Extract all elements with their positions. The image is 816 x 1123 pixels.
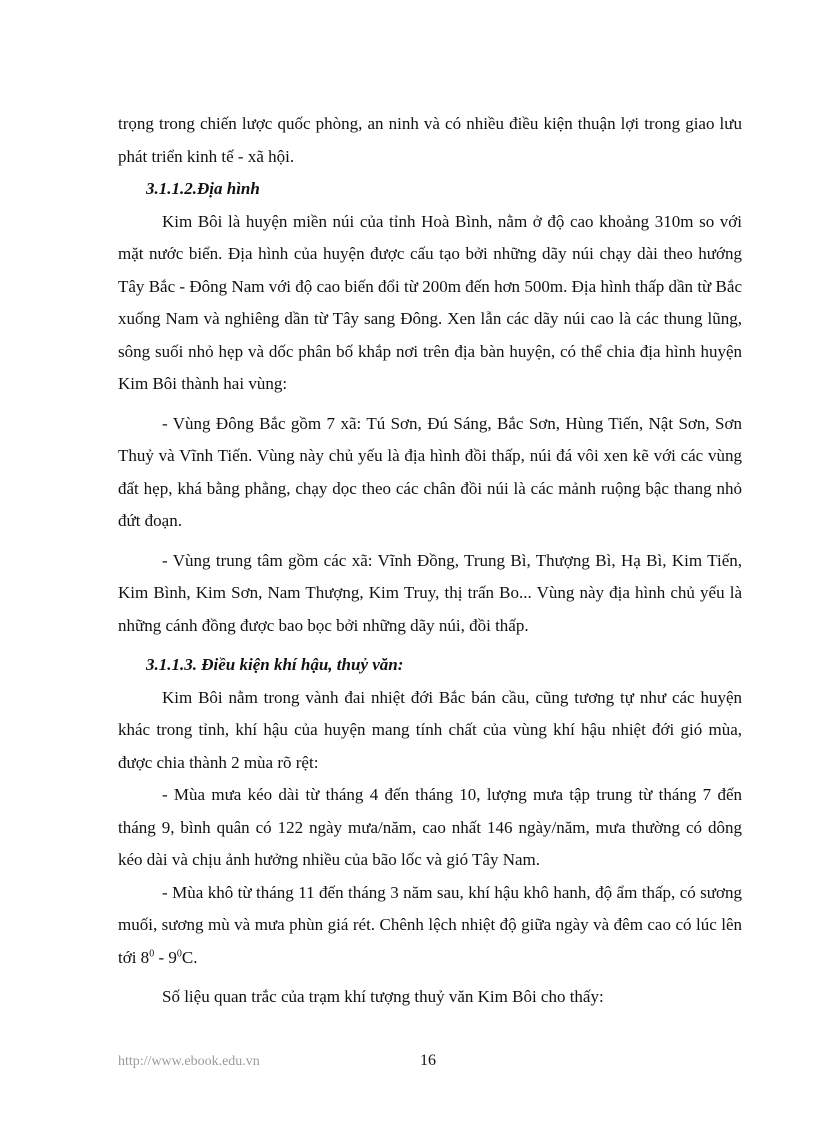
paragraph-continuation: trọng trong chiến lược quốc phòng, an ninh và có nhiều điều kiện thuận lợi trong giao lưu phát triển kinh tế - xã hội. — [118, 114, 742, 166]
section-heading-terrain: 3.1.1.2.Địa hình — [146, 179, 260, 198]
dry-season-text-end: C. — [181, 947, 198, 967]
paragraph-rainy-season: - Mùa mưa kéo dài từ tháng 4 đến tháng 10, lượng mưa tập trung từ tháng 7 đến tháng 9, bình quân có 122 ngày mưa/năm, cao nhất 146 ngày/năm, mưa thường có dông kéo dài và chịu ảnh hưởng nhiều của bão lốc và gió Tây Nam. — [118, 785, 742, 869]
page-number: 16 — [420, 1052, 436, 1069]
degree-superscript: 0 — [149, 947, 155, 959]
paragraph-central-region: - Vùng trung tâm gồm các xã: Vĩnh Đồng, Trung Bì, Thượng Bì, Hạ Bì, Kim Tiến, Kim Bình, Kim Sơn, Nam Thượng, Kim Truy, thị trấn Bo... Vùng này địa hình chủ yếu là những cánh đồng được bao bọc bởi những dãy núi, đồi thấp. — [118, 550, 742, 635]
dry-season-text-mid: - 9 — [154, 947, 177, 967]
dry-season-text: - Mùa khô từ tháng 11 đến tháng 3 năm sau, khí hậu khô hanh, độ ẩm thấp, có sương muối, sương mù và mưa phùn giá rét. Chênh lệch nhiệt độ giữa ngày và đêm cao có lúc lên tới 8 — [118, 882, 742, 967]
footer-url: http://www.ebook.edu.vn — [118, 1054, 260, 1069]
degree-superscript: 0 — [176, 947, 182, 959]
document-body — [118, 108, 742, 1014]
paragraph-climate-overview: Kim Bôi nằm trong vành đai nhiệt đới Bắc bán cầu, cũng tương tự như các huyện khác trong tỉnh, khí hậu của huyện mang tính chất của vùng khí hậu nhiệt đới gió mùa, được chia thành 2 mùa rõ rệt: — [118, 687, 742, 772]
paragraph-station-data-intro: Số liệu quan trắc của trạm khí tượng thuỷ văn Kim Bôi cho thấy: — [162, 987, 604, 1006]
paragraph-northeast-region: - Vùng Đông Bắc gồm 7 xã: Tú Sơn, Đú Sáng, Bắc Sơn, Hùng Tiến, Nật Sơn, Sơn Thuỷ và Vĩnh Tiến. Vùng này chủ yếu là địa hình đồi thấp, núi đá vôi xen kẽ với các vùng đất hẹp, khá bằng phẳng, chạy dọc theo các chân đồi núi là các mảnh ruộng bậc thang nhỏ đứt đoạn. — [118, 413, 742, 530]
paragraph-dry-season — [118, 877, 742, 975]
section-heading-climate: 3.1.1.3. Điều kiện khí hậu, thuỷ văn: — [146, 655, 404, 674]
paragraph-terrain-overview: Kim Bôi là huyện miền núi của tỉnh Hoà Bình, nằm ở độ cao khoảng 310m so với mặt nước biển. Địa hình của huyện được cấu tạo bởi những dãy núi chạy dài theo hướng Tây Bắc - Đông Nam với độ cao biến đổi từ 200m đến hơn 500m. Địa hình thấp dần từ Bắc xuống Nam và nghiêng dần từ Tây sang Đông. Xen lẫn các dãy núi cao là các thung lũng, sông suối nhỏ hẹp và dốc phân bố khắp nơi trên địa bàn huyện, có thể chia địa hình huyện Kim Bôi thành hai vùng: — [118, 211, 742, 393]
